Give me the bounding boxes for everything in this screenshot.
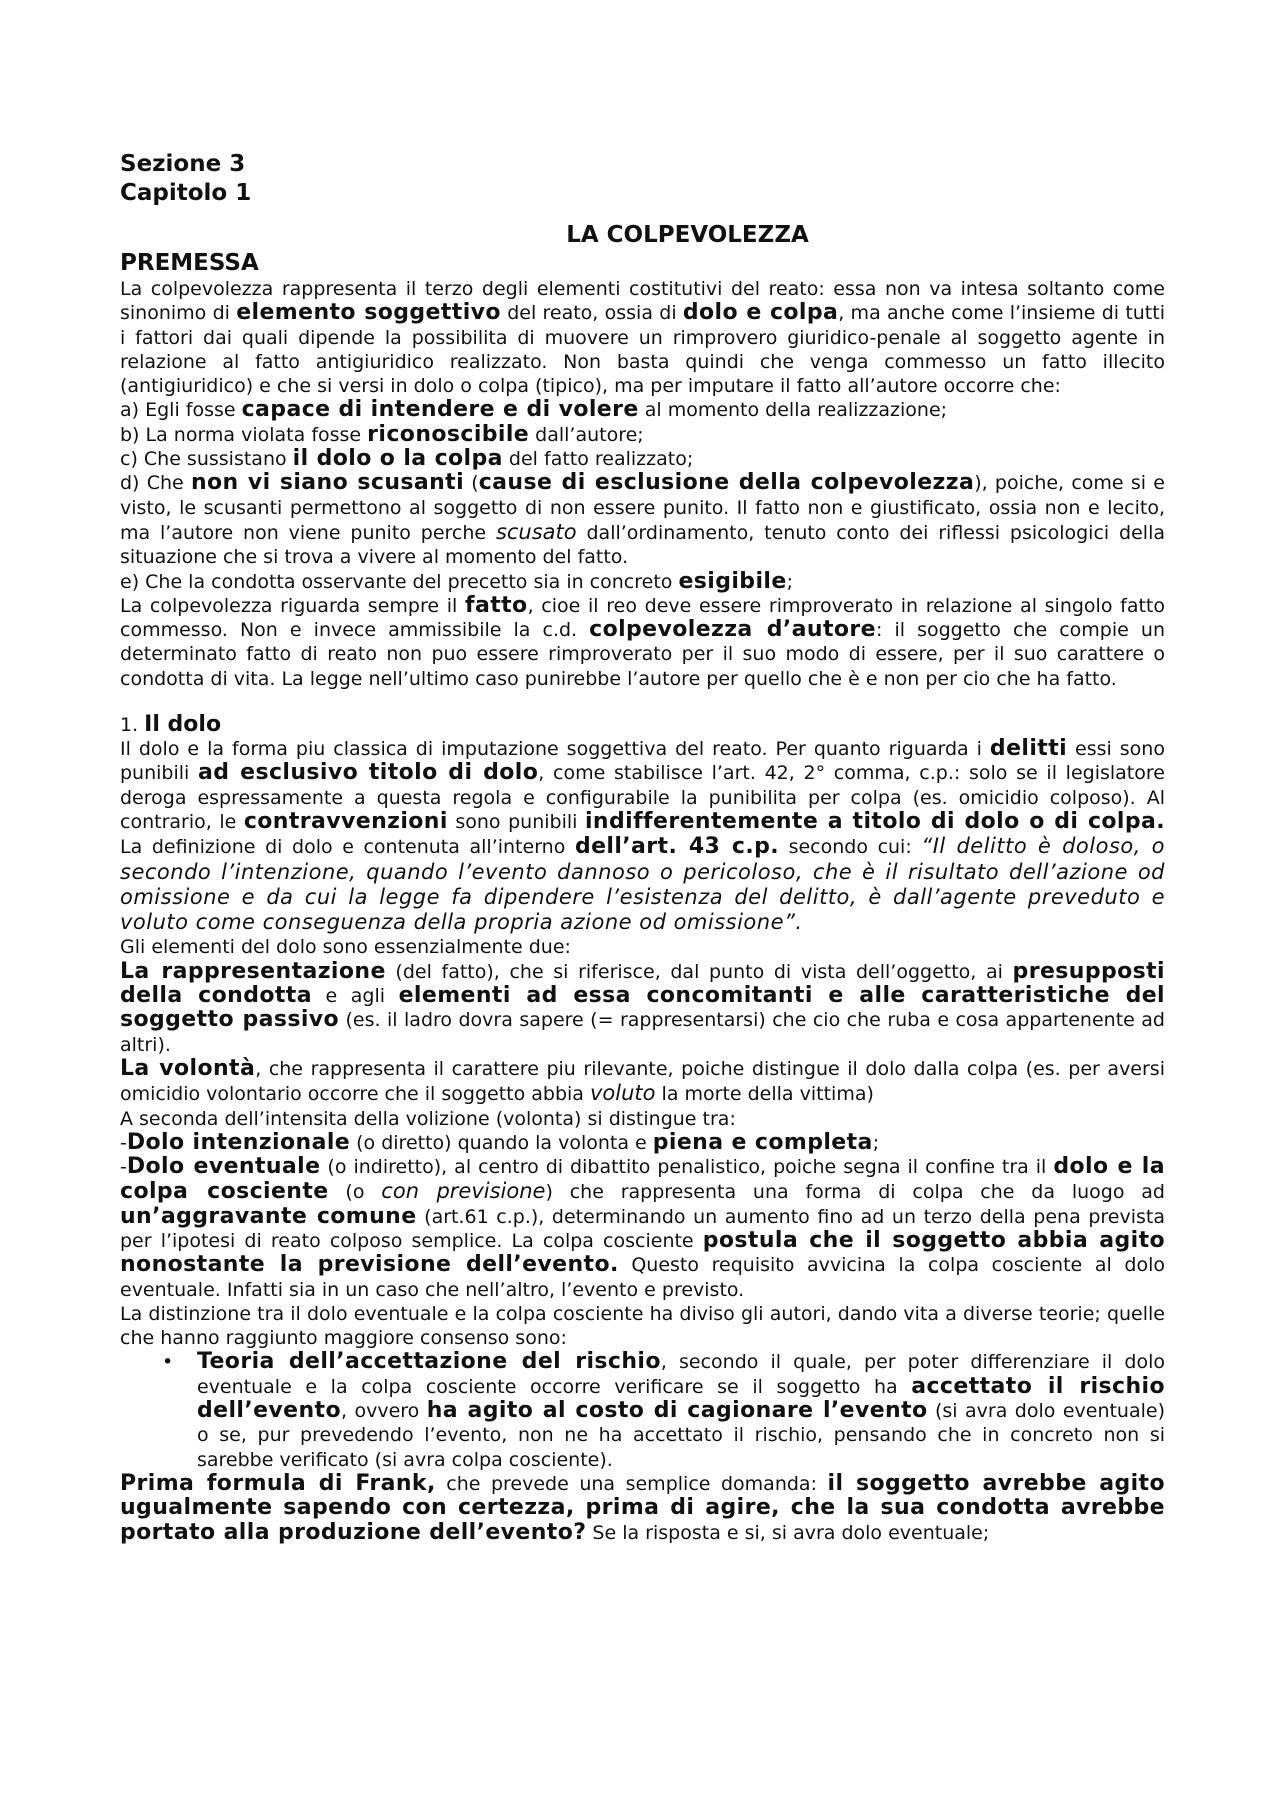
- paragraph: Il dolo e la forma piu classica di imputazione soggettiva del reato. Per quanto riguarda i delitti essi sono punibili ad esclusivo titolo di dolo, come stabilisce l’art. 42, 2° comma, c.p.: solo se il legislatore deroga espressamente a questa regola e configurabile la punibilita per colpa (es. omicidio colposo). Al contrario, le contravvenzioni sono punibili indifferentemente a titolo di dolo o di colpa. La definizione di dolo e contenuta all’interno dell’art. 43 c.p. secondo cui: “Il delitto è doloso, o secondo l’intenzione, quando l’evento dannoso o pericoloso, che è il risultato dell’azione od omissione e da cui la legge fa dipendere l’esistenza del delitto, è dall’agente preveduto e voluto come conseguenza della propria azione od omissione”.: [120, 736, 1165, 935]
- section-label: Sezione 3: [120, 151, 246, 177]
- list-item: -Dolo eventuale (o indiretto), al centro di dibattito penalistico, poiche segna il confine tra il dolo e la colpa cosciente (o con previsione) che rappresenta una forma di colpa che da luogo ad un’aggravante comune (art.61 c.p.), determinando un aumento fino ad un terzo della pena prevista per l’ipotesi di reato colposo semplice. La colpa cosciente postula che il soggetto abbia agito nonostante la previsione dell’evento. Questo requisito avvicina la colpa cosciente al dolo eventuale. Infatti sia in un caso che nell’altro, l’evento e previsto.: [120, 1154, 1166, 1301]
- paragraph: La rappresentazione (del fatto), che si riferisce, dal punto di vista dell’oggetto, ai presupposti della condotta e agli elementi ad essa concomitanti e alle caratteristiche del soggetto passivo (es. il ladro dovra sapere (= rappresentarsi) che cio che ruba e cosa appartenente ad altri).: [120, 958, 1166, 1056]
- premessa-heading: PREMESSA: [120, 250, 259, 276]
- list-item: d) Che non vi siano scusanti (cause di esclusione della colpevolezza), poiche, come si e visto, le scusanti permettono al soggetto di non essere punito. Il fatto non e giustificato, ossia non e lecito, ma l’autore non viene punito perche scusato dall’ordinamento, tenuto conto dei riflessi psicologici della situazione che si trova a vivere al momento del fatto.: [120, 470, 1165, 569]
- paragraph: La colpevolezza rappresenta il terzo degli elementi costitutivi del reato: essa non va intesa soltanto come sinonimo di elemento soggettivo del reato, ossia di dolo e colpa, ma anche come l’insieme di tutti i fattori dai quali dipende la possibilita di muovere un rimprovero giuridico-penale al soggetto agente in relazione al fatto antigiuridico realizzato. Non basta quindi che venga commesso un fatto illecito (antigiuridico) e che si versi in dolo o colpa (tipico), ma per imputare il fatto all’autore occorre che:: [120, 278, 1165, 398]
- paragraph: Prima formula di Frank, che prevede una semplice domanda: il soggetto avrebbe agito ugualmente sapendo con certezza, prima di agire, che la sua condotta avrebbe portato alla produzione dell’evento? Se la risposta e si, si avra dolo eventuale;: [120, 1470, 1165, 1545]
- paragraph: La volontà, che rappresenta il carattere piu rilevante, poiche distingue il dolo dalla colpa (es. per aversi omicidio volontario occorre che il soggetto abbia voluto la morte della vittima): [120, 1055, 1165, 1106]
- paragraph: La distinzione tra il dolo eventuale e la colpa cosciente ha diviso gli autori, dando vita a diverse teorie; quelle che hanno raggiunto maggiore consenso sono:: [120, 1302, 1165, 1350]
- list-item: -Dolo intenzionale (o diretto) quando la volonta e piena e completa;: [120, 1129, 880, 1155]
- list-item: c) Che sussistano il dolo o la colpa del fatto realizzato;: [120, 446, 694, 472]
- document-page: [120, 150, 1165, 1545]
- list-item: • Teoria dell’accettazione del rischio, secondo il quale, per poter differenziare il dolo eventuale e la colpa cosciente occorre verificare se il soggetto ha accettato il rischio dell’evento, ovvero ha agito al costo di cagionare l’evento (si avra dolo eventuale) o se, pur prevedendo l’evento, non ne ha accettato il rischio, pensando che in concreto non si sarebbe verificato (si avra colpa cosciente).: [162, 1349, 1165, 1471]
- bullet-icon: •: [162, 1351, 174, 1374]
- article-quote: “Il delitto è doloso, o secondo l’intenzione, quando l’evento dannoso o pericoloso, che è il risultato dell’azione od omissione e da cui la legge fa dipendere l’esistenza del delitto, è dall’agente preveduto e voluto come conseguenza della propria azione od omissione”.: [120, 834, 1165, 935]
- list-item: e) Che la condotta osservante del precetto sia in concreto esigibile;: [120, 568, 794, 594]
- paragraph: A seconda dell’intensita della volizione (volonta) si distingue tra:: [120, 1107, 736, 1130]
- page-title: LA COLPEVOLEZZA: [566, 222, 809, 248]
- paragraph: La colpevolezza riguarda sempre il fatto, cioe il reo deve essere rimproverato in relazione al singolo fatto commesso. Non e invece ammissibile la c.d. colpevolezza d’autore: il soggetto che compie un determinato fatto di reato non puo essere rimproverato per il suo modo di essere, per il suo carattere o condotta di vita. La legge nell’ultimo caso punirebbe l’autore per quello che è e non per cio che ha fatto.: [120, 592, 1165, 690]
- chapter-label: Capitolo 1: [120, 180, 252, 206]
- paragraph: Gli elementi del dolo sono essenzialmente due:: [120, 936, 571, 959]
- list-item: b) La norma violata fosse riconoscibile dall’autore;: [120, 421, 644, 447]
- section-heading-dolo: 1. Il dolo: [120, 712, 222, 738]
- list-item: a) Egli fosse capace di intendere e di volere al momento della realizzazione;: [120, 397, 948, 423]
